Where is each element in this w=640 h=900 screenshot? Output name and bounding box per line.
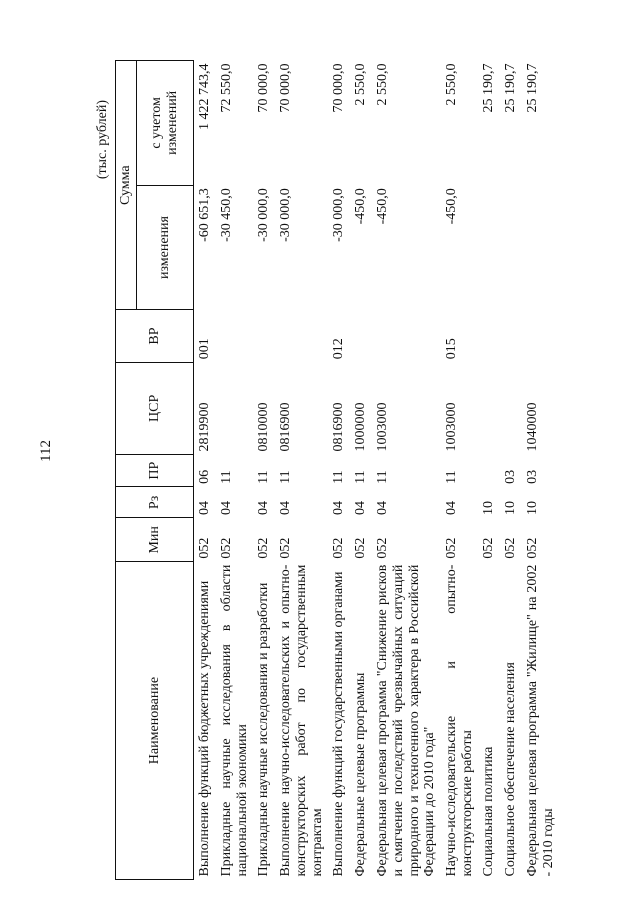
table-row bbox=[328, 61, 350, 880]
row-csr: 1003000 bbox=[375, 402, 391, 452]
row-min: 052 bbox=[331, 537, 347, 559]
row-min: 052 bbox=[481, 537, 497, 559]
row-csr: 2819900 bbox=[197, 402, 213, 452]
row-name: Выполнение научно-исследовательских и опытно-конструкторских работ по государственным контрактам bbox=[278, 564, 325, 877]
header-row bbox=[116, 61, 137, 880]
row-rz: 04 bbox=[375, 501, 391, 515]
header-sum: Сумма bbox=[116, 61, 137, 310]
table-row bbox=[522, 61, 559, 880]
row-vr bbox=[500, 310, 522, 362]
row-rz: 10 bbox=[481, 501, 497, 515]
row-vr bbox=[253, 310, 275, 362]
row-vr bbox=[522, 310, 559, 362]
row-rz: 04 bbox=[444, 501, 460, 515]
table-row bbox=[253, 61, 275, 880]
row-pr: 11 bbox=[353, 470, 369, 484]
header-name: Наименование bbox=[116, 562, 194, 880]
row-with-change: 25 190,7 bbox=[525, 63, 541, 113]
row-vr bbox=[216, 310, 253, 362]
table-row bbox=[441, 61, 478, 880]
row-change: -450,0 bbox=[444, 188, 460, 225]
row-name: Социальная политика bbox=[481, 746, 497, 877]
row-name: Социальное обеспечение населения bbox=[503, 662, 519, 877]
row-csr: 1000000 bbox=[353, 402, 369, 452]
table-row bbox=[372, 61, 441, 880]
row-name: Прикладные научные исследования в области национальной экономики bbox=[219, 564, 250, 877]
page-number: 112 bbox=[38, 440, 54, 462]
header-with-change: с учетом изменений bbox=[137, 61, 194, 186]
row-rz: 04 bbox=[256, 501, 272, 515]
header-pr: ПР bbox=[116, 454, 194, 486]
header-rz: Рз bbox=[116, 487, 194, 518]
row-vr: 015 bbox=[444, 338, 460, 360]
table-row bbox=[350, 61, 372, 880]
row-with-change: 70 000,0 bbox=[256, 63, 272, 113]
row-csr: 0816900 bbox=[278, 402, 294, 452]
row-rz: 04 bbox=[219, 501, 235, 515]
row-with-change: 2 550,0 bbox=[353, 63, 369, 106]
row-change bbox=[522, 185, 559, 310]
row-pr: 11 bbox=[278, 470, 294, 484]
row-pr: 11 bbox=[331, 470, 347, 484]
row-pr: 11 bbox=[375, 470, 391, 484]
row-csr: 1040000 bbox=[525, 402, 541, 452]
row-rz: 04 bbox=[197, 501, 213, 515]
row-with-change: 1 422 743,4 bbox=[197, 63, 213, 130]
row-pr: 06 bbox=[197, 469, 213, 484]
table-row bbox=[478, 61, 500, 880]
row-vr bbox=[478, 310, 500, 362]
row-min: 052 bbox=[219, 537, 235, 559]
row-rz: 10 bbox=[525, 501, 541, 515]
row-rz: 04 bbox=[353, 501, 369, 515]
row-csr: 1003000 bbox=[444, 402, 460, 452]
row-pr: 03 bbox=[503, 469, 519, 484]
row-min: 052 bbox=[444, 537, 460, 559]
row-with-change: 70 000,0 bbox=[278, 63, 294, 113]
row-change: -30 000,0 bbox=[331, 188, 347, 242]
row-name: Федеральная целевая программа "Жилище" на 2002 - 2010 годы bbox=[525, 564, 557, 877]
header-min: Мин bbox=[116, 518, 194, 562]
row-change: -450,0 bbox=[353, 188, 369, 225]
row-change: -60 651,3 bbox=[197, 188, 213, 242]
row-pr bbox=[478, 454, 500, 486]
rotated-page-content bbox=[95, 60, 615, 880]
row-csr: 0816900 bbox=[331, 402, 347, 452]
row-name: Выполнение функций государственными органами bbox=[331, 571, 347, 877]
row-vr bbox=[275, 310, 328, 362]
row-name: Выполнение функций бюджетных учреждениями bbox=[197, 580, 213, 877]
row-pr: 11 bbox=[256, 470, 272, 484]
row-pr: 11 bbox=[219, 470, 235, 484]
row-name: Федеральные целевые программы bbox=[353, 672, 369, 877]
row-change: -30 450,0 bbox=[219, 188, 235, 242]
row-pr: 03 bbox=[525, 469, 541, 484]
row-with-change: 72 550,0 bbox=[219, 63, 235, 113]
row-csr: 0810000 bbox=[256, 402, 272, 452]
row-change bbox=[478, 185, 500, 310]
row-rz: 04 bbox=[331, 501, 347, 515]
row-with-change: 2 550,0 bbox=[444, 63, 460, 106]
row-vr bbox=[372, 310, 441, 362]
row-csr bbox=[500, 362, 522, 454]
row-min: 052 bbox=[525, 537, 541, 559]
header-change: изменения bbox=[137, 185, 194, 310]
row-min: 052 bbox=[197, 537, 213, 559]
row-change bbox=[500, 185, 522, 310]
row-with-change: 25 190,7 bbox=[503, 63, 519, 113]
table-row bbox=[500, 61, 522, 880]
row-name: Прикладные научные исследования и разработки bbox=[256, 582, 272, 877]
row-rz: 10 bbox=[503, 501, 519, 515]
header-vr: ВР bbox=[116, 310, 194, 362]
row-pr: 11 bbox=[444, 470, 460, 484]
row-min: 052 bbox=[503, 537, 519, 559]
row-min: 052 bbox=[278, 537, 294, 559]
table-row bbox=[194, 61, 217, 880]
row-with-change: 25 190,7 bbox=[481, 63, 497, 113]
row-change: -30 000,0 bbox=[256, 188, 272, 242]
row-vr bbox=[350, 310, 372, 362]
row-with-change: 70 000,0 bbox=[331, 63, 347, 113]
row-csr bbox=[478, 362, 500, 454]
row-vr: 001 bbox=[197, 338, 213, 360]
row-rz: 04 bbox=[278, 501, 294, 515]
row-name: Научно-исследовательские и опытно-конструкторские работы bbox=[444, 564, 475, 877]
row-min: 052 bbox=[256, 537, 272, 559]
row-with-change: 2 550,0 bbox=[375, 63, 391, 106]
row-name: Федеральная целевая программа "Снижение рисков и смягчение последствий чрезвычайных ситуаций природного и техногенного характера в Российской Федерации до 2010 года" bbox=[375, 564, 438, 877]
table-row bbox=[216, 61, 253, 880]
units-note: (тыс. рублей) bbox=[95, 100, 110, 180]
row-change: -450,0 bbox=[375, 188, 391, 225]
row-vr: 012 bbox=[331, 338, 347, 360]
row-change: -30 000,0 bbox=[278, 188, 294, 242]
row-min: 052 bbox=[375, 537, 391, 559]
row-csr bbox=[216, 362, 253, 454]
table-row bbox=[275, 61, 328, 880]
header-csr: ЦСР bbox=[116, 362, 194, 454]
budget-table bbox=[115, 60, 560, 880]
row-min: 052 bbox=[353, 537, 369, 559]
